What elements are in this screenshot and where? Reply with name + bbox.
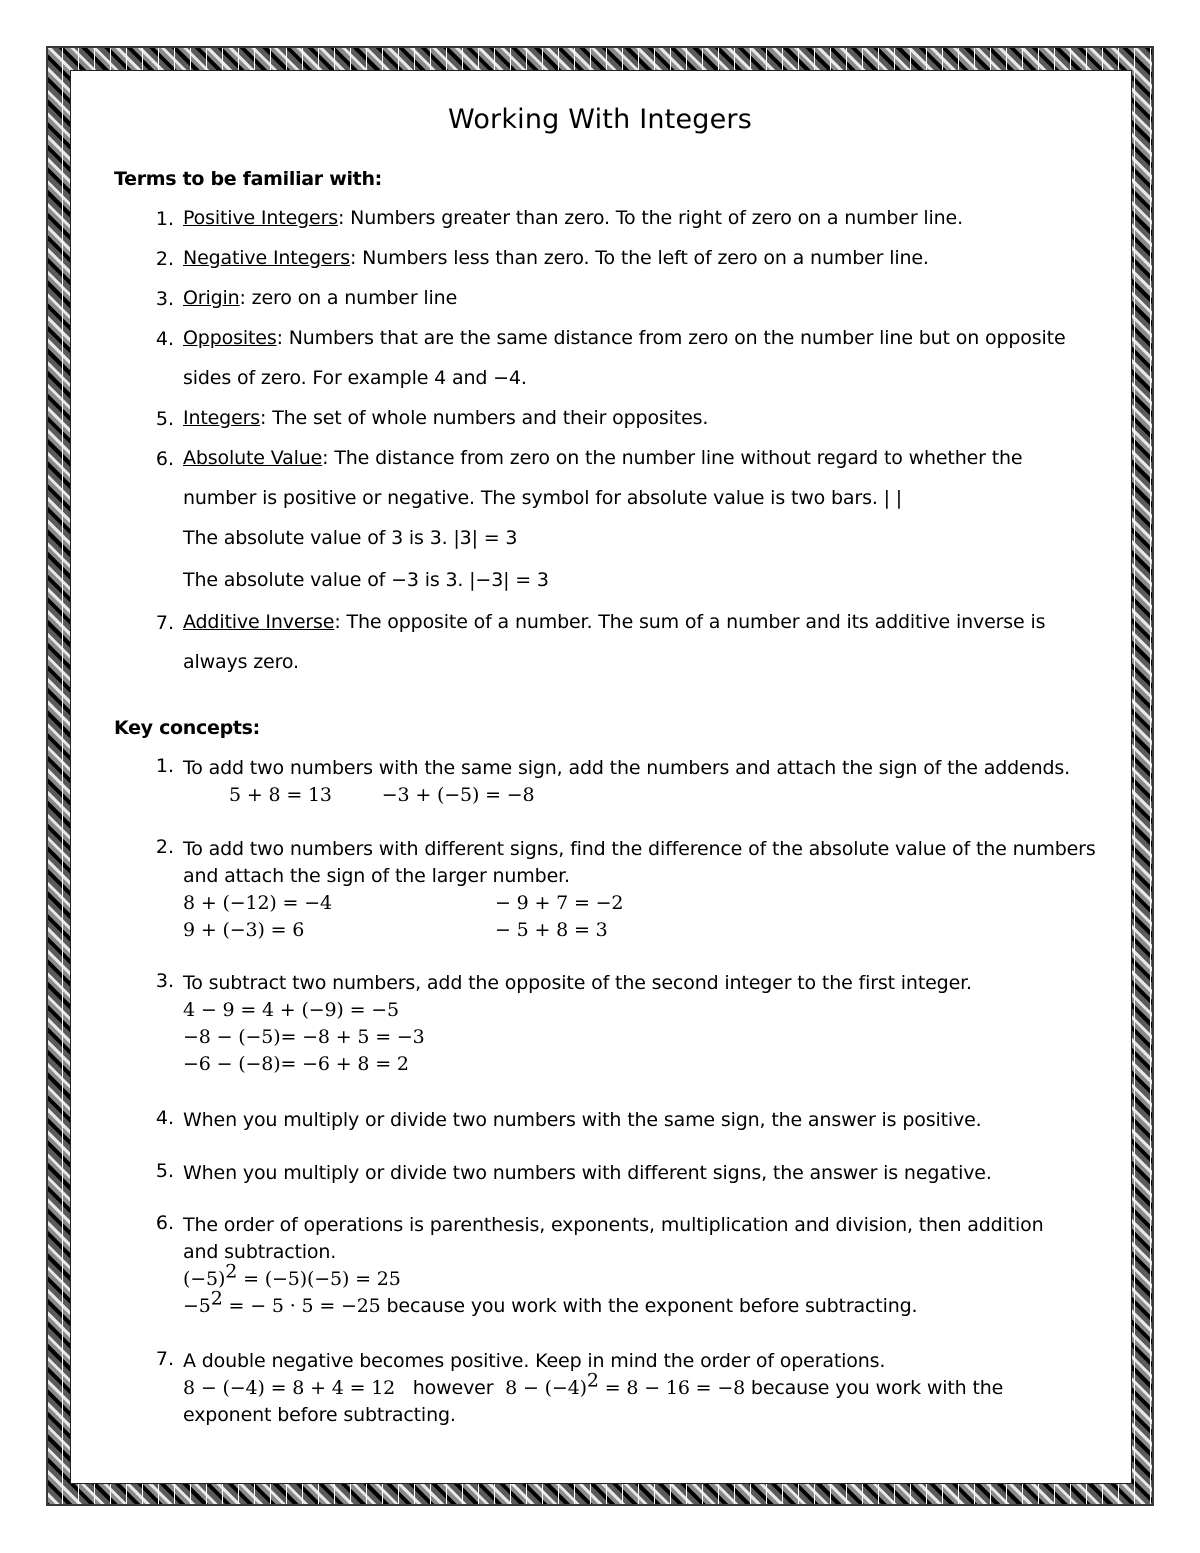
term-name: Integers	[183, 407, 261, 429]
term-number: 3.	[155, 288, 174, 310]
exponent: 2	[225, 1260, 238, 1283]
term-definition: : The set of whole numbers and their opposites.	[260, 407, 709, 429]
concept-text: When you multiply or divide two numbers with the same sign, the answer is positive.	[183, 1109, 982, 1131]
explanation-note: because you work with the exponent before subtracting.	[183, 1377, 1004, 1426]
concept-text: To add two numbers with the same sign, add the numbers and attach the sign of the addends.	[183, 757, 1071, 779]
term-definition: : zero on a number line	[239, 287, 458, 309]
concepts-heading: Key concepts:	[114, 717, 260, 739]
explanation-note: because you work with the exponent before subtracting.	[380, 1295, 918, 1317]
term-definition: : Numbers less than zero. To the left of zero on a number line.	[350, 247, 929, 269]
math-example: −6 − (−8)= −6 + 8 = 2	[183, 1053, 409, 1075]
math-example: 9 + (−3) = 6	[183, 919, 305, 941]
math-example: −5	[183, 1295, 211, 1317]
concept-number: 1.	[155, 755, 174, 777]
term-name: Opposites	[183, 327, 277, 349]
term-number: 6.	[155, 448, 174, 470]
term-name: Additive Inverse	[183, 611, 335, 633]
term-name: Origin	[183, 287, 240, 309]
concept-text: To add two numbers with different signs, find the difference of the absolute value of the numbers and attach the sign of the larger number.	[183, 838, 1096, 887]
concept-number: 5.	[155, 1160, 174, 1182]
math-example: 4 − 9 = 4 + (−9) = −5	[183, 999, 399, 1021]
term-number: 2.	[155, 248, 174, 270]
concept-number: 4.	[155, 1107, 174, 1129]
absolute-value-example: The absolute value of −3 is 3. |−3| = 3	[183, 569, 549, 591]
math-example: = − 5 · 5 = −25	[222, 1295, 381, 1317]
math-example: 5 + 8 = 13	[229, 784, 332, 806]
exponent: 2	[586, 1369, 599, 1392]
term-name: Positive Integers	[183, 207, 338, 229]
connector-text: however	[395, 1377, 506, 1399]
term-definition: : The opposite of a number. The sum of a number and its additive inverse is always zero.	[183, 611, 1046, 673]
term-number: 5.	[155, 408, 174, 430]
concept-text: To subtract two numbers, add the opposite of the second integer to the first integer.	[183, 972, 972, 994]
concept-number: 6.	[155, 1212, 174, 1234]
math-example: (−5)	[183, 1268, 226, 1290]
math-example: −3 + (−5) = −8	[381, 784, 535, 806]
term-definition: : The distance from zero on the number line without regard to whether the number is positive or negative. The symbol for absolute value is two bars. | |	[183, 447, 1023, 509]
term-number: 1.	[155, 208, 174, 230]
math-example: 8 − (−4)	[505, 1377, 587, 1399]
term-definition: : Numbers greater than zero. To the right of zero on a number line.	[337, 207, 963, 229]
term-name: Negative Integers	[183, 247, 351, 269]
exponent: 2	[210, 1287, 223, 1310]
absolute-value-example: The absolute value of 3 is 3. |3| = 3	[183, 527, 518, 549]
math-example: = 8 − 16 = −8	[598, 1377, 746, 1399]
math-example: = (−5)(−5) = 25	[237, 1268, 401, 1290]
term-name: Absolute Value	[183, 447, 323, 469]
concept-number: 2.	[155, 836, 174, 858]
concept-text: When you multiply or divide two numbers with different signs, the answer is negative.	[183, 1162, 992, 1184]
math-example: 8 + (−12) = −4	[183, 892, 332, 914]
math-example: − 9 + 7 = −2	[495, 892, 624, 914]
math-example: −8 − (−5)= −8 + 5 = −3	[183, 1026, 425, 1048]
terms-heading: Terms to be familiar with:	[114, 168, 382, 190]
term-definition: : Numbers that are the same distance from zero on the number line but on opposite sides of zero. For example 4 and −4.	[183, 327, 1066, 389]
term-number: 4.	[155, 328, 174, 350]
math-example: 8 − (−4) = 8 + 4 = 12	[183, 1377, 396, 1399]
concept-text: The order of operations is parenthesis, exponents, multiplication and division, then addition and subtraction.	[183, 1214, 1044, 1263]
term-number: 7.	[155, 612, 174, 634]
math-example: − 5 + 8 = 3	[495, 919, 608, 941]
concept-number: 3.	[155, 970, 174, 992]
concept-text: A double negative becomes positive. Keep in mind the order of operations.	[183, 1350, 886, 1372]
concept-number: 7.	[155, 1348, 174, 1370]
page-title: Working With Integers	[448, 104, 752, 135]
